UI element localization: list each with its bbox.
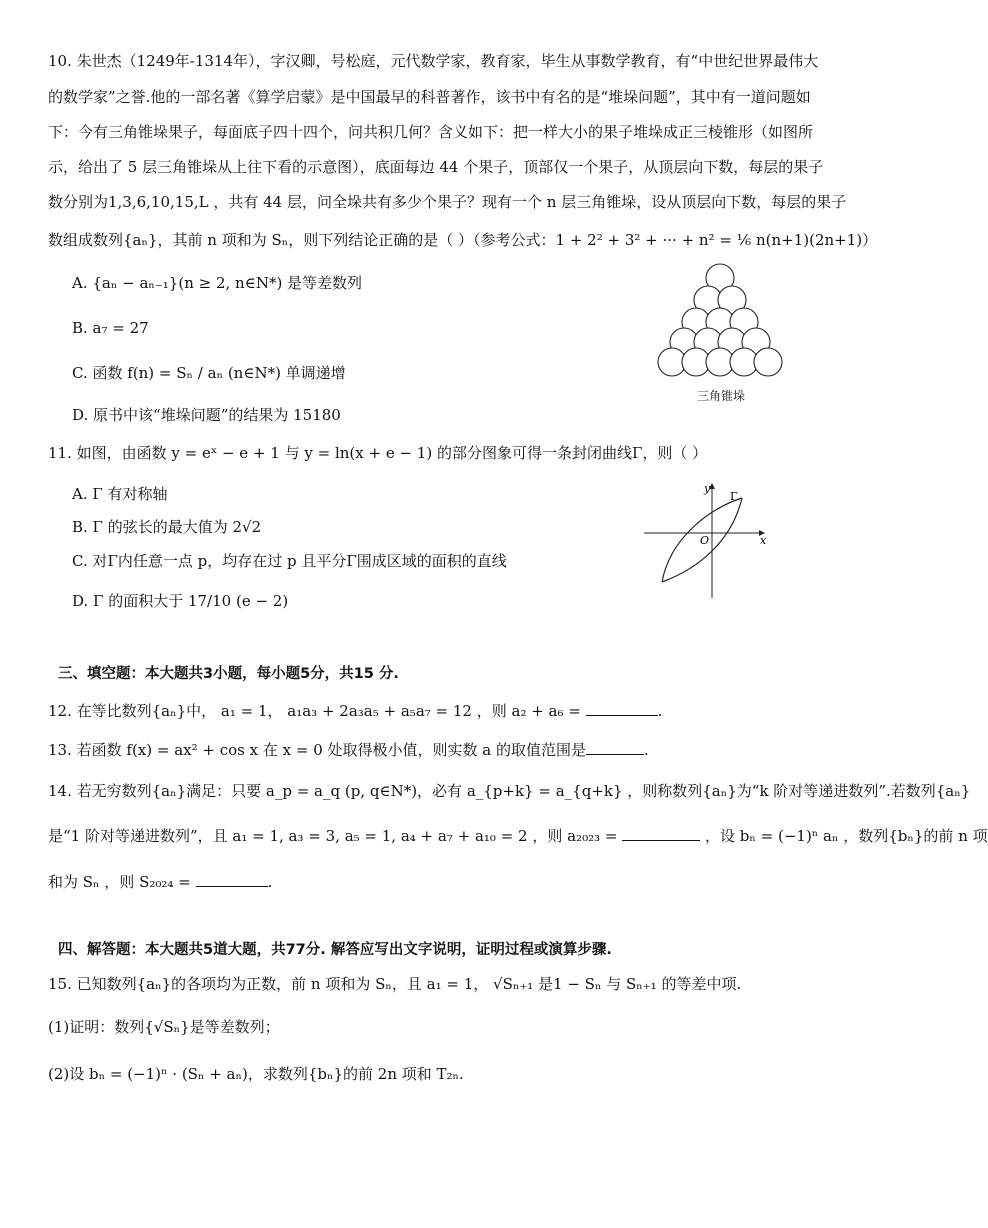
q14-line-3b: . [267, 873, 273, 891]
q14-answer-blank-1[interactable] [622, 826, 700, 841]
q10-option-a: A. {aₙ − aₙ₋₁}(n ≥ 2, n∈N*) 是等差数列 [72, 274, 363, 292]
q10-option-d: D. 原书中该“堆垛问题”的结果为 15180 [72, 406, 341, 424]
q11-option-d: D. Γ 的面积大于 17/10 (e − 2) [72, 592, 289, 610]
q15-part-1: (1)证明：数列{√Sₙ}是等差数列； [48, 1018, 280, 1036]
q12-text: 12. 在等比数列{aₙ}中， a₁ = 1， a₁a₃ + 2a₃a₅ + a₅a₇ = 12 ，则 a₂ + a₆ = [48, 702, 581, 720]
q14-line-2 [48, 825, 988, 847]
q14-line-1: 14. 若无穷数列{aₙ}满足：只要 a_p = a_q (p, q∈N*)，必有 a_{p+k} = a_{q+k} ，则称数列{aₙ}为“k 阶对等递进数列”.若数列{aₙ} [48, 782, 971, 800]
q10-line-4: 示，给出了 5 层三角锥垛从上往下看的示意图），底面每边 44 个果子，顶部仅一个果子，从顶层向下数，每层的果子 [48, 158, 824, 176]
q11-option-c: C. 对Γ内任意一点 p，均存在过 p 且平分Γ围成区域的面积的直线 [72, 552, 507, 570]
q13-answer-blank[interactable] [586, 740, 644, 755]
q14-line-2a: 是“1 阶对等递进数列”，且 a₁ = 1, a₃ = 3, a₅ = 1, a₄ + a₇ + a₁₀ = 2 ，则 a₂₀₂₃ = [48, 827, 618, 845]
q13-text: 13. 若函数 f(x) = ax² + cos x 在 x = 0 处取得极小值，则实数 a 的取值范围是 [48, 741, 586, 759]
fig-x-label: x [760, 534, 767, 547]
q14-line-3a: 和为 Sₙ ，则 S₂₀₂₄ = [48, 873, 191, 891]
q11-stem: 11. 如图，由函数 y = eˣ − e + 1 与 y = ln(x + e − 1) 的部分图象可得一条封闭曲线Γ，则（ ） [48, 444, 708, 462]
q11-option-a: A. Γ 有对称轴 [72, 485, 168, 503]
section-4-title: 四、解答题：本大题共5道大题，共77分. 解答应写出文字说明，证明过程或演算步骤. [58, 942, 612, 958]
q11-option-b: B. Γ 的弦长的最大值为 2√2 [72, 518, 262, 536]
fig-origin-label: O [700, 534, 710, 547]
q10-option-c: C. 函数 f(n) = Sₙ / aₙ (n∈N*) 单调递增 [72, 364, 346, 382]
q15-stem: 15. 已知数列{aₙ}的各项均为正数，前 n 项和为 Sₙ，且 a₁ = 1， √Sₙ₊₁ 是1 − Sₙ 与 Sₙ₊₁ 的等差中项. [48, 975, 742, 993]
section-3-title: 三、填空题：本大题共3小题，每小题5分，共15 分. [58, 666, 399, 682]
q14-line-2b: ，设 bₙ = (−1)ⁿ aₙ ，数列{bₙ}的前 n 项 [705, 827, 988, 845]
q10-line-6: 数组成数列{aₙ}，其前 n 项和为 Sₙ，则下列结论正确的是（ ）（参考公式：1 + 2² + 3² + ··· + n² = ⅙ n(n+1)(2n+1)） [48, 231, 878, 249]
q13-end: . [643, 741, 649, 759]
q15-part-2: (2)设 bₙ = (−1)ⁿ · (Sₙ + aₙ)，求数列{bₙ}的前 2n 项和 T₂ₙ. [48, 1065, 464, 1083]
q13 [48, 739, 830, 761]
q10-line-1: 10. 朱世杰（1249年-1314年），字汉卿，号松庭，元代数学家，教育家，毕生从事数学教育，有“中世纪世界最伟大 [48, 52, 819, 70]
fig-gamma-label: Γ [730, 490, 738, 503]
fig-y-label: y [704, 482, 711, 495]
q10-line-5: 数分别为1,3,6,10,15,L ，共有 44 层，问全垛共有多少个果子？现有一个 n 层三角锥垛，设从顶层向下数，每层的果子 [48, 193, 847, 211]
q10-option-b: B. a₇ = 27 [72, 319, 149, 337]
triangular-pile-figure [645, 262, 795, 387]
figure-caption: 三角锥垛 [697, 389, 746, 403]
closed-curve-figure [640, 478, 770, 602]
q12-end: . [657, 702, 663, 720]
q14-line-3 [48, 871, 830, 893]
q12 [48, 700, 830, 722]
q14-answer-blank-2[interactable] [196, 872, 268, 887]
q12-answer-blank[interactable] [586, 701, 658, 716]
q10-line-2: 的数学家”之誉.他的一部名著《算学启蒙》是中国最早的科普著作，该书中有名的是“堆垛问题”，其中有一道问题如 [48, 88, 811, 106]
q10-line-3: 下：今有三角锥垛果子，每面底子四十四个，问共积几何？含义如下：把一样大小的果子堆垛成正三棱锥形（如图所 [48, 123, 814, 141]
